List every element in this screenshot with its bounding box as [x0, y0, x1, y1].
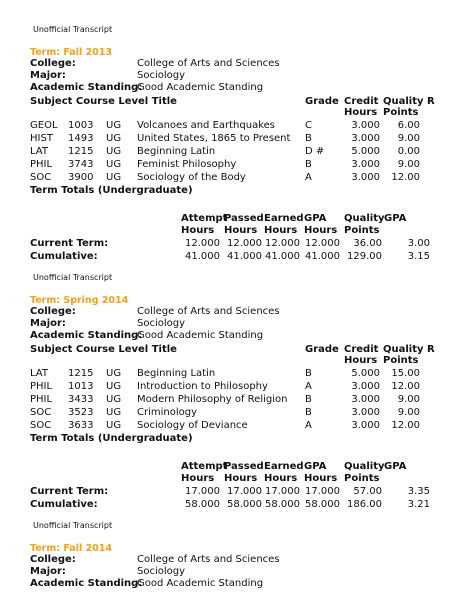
totals-header: [181, 461, 227, 485]
course-subject: LAT: [30, 146, 48, 157]
course-title: Feminist Philosophy: [137, 159, 237, 170]
course-row: [30, 133, 440, 146]
header-subject-course-level-title: Subject Course Level Title: [30, 344, 177, 355]
course-title: Volcanoes and Earthquakes: [137, 120, 276, 131]
totals-header-line1: GPA: [304, 461, 327, 472]
current-totals-value: 17.000: [227, 486, 262, 497]
totals-header-line2: Points: [344, 473, 380, 484]
header-grade: Grade: [305, 344, 339, 355]
course-grade: B: [305, 407, 312, 418]
current-totals-label: Current Term:: [30, 486, 109, 497]
course-level: UG: [106, 420, 122, 431]
header-credit-line2: Hours: [344, 107, 378, 118]
cumulative-totals-value: 58.000: [227, 499, 262, 510]
course-points: 6.00: [397, 120, 420, 131]
course-title: Beginning Latin: [137, 146, 216, 157]
page-header: Unofficial Transcript: [33, 25, 113, 34]
course-level: UG: [106, 381, 122, 392]
course-grade: B: [305, 133, 312, 144]
course-grade: A: [305, 172, 312, 183]
header-credit-hours: [344, 344, 378, 366]
course-subject: SOC: [30, 172, 52, 183]
header-quality-points: [383, 96, 435, 118]
totals-header: [344, 461, 385, 485]
major-value: Sociology: [137, 566, 186, 577]
cumulative-totals-label: Cumulative:: [30, 251, 98, 262]
standing-label: Academic Standing:: [30, 578, 143, 589]
cumulative-totals-label: Cumulative:: [30, 499, 98, 510]
course-number: 1215: [68, 146, 94, 157]
course-level: UG: [106, 159, 122, 170]
current-totals-row: [30, 238, 440, 251]
course-row: [30, 381, 440, 394]
cumulative-totals-value: 41.000: [265, 251, 300, 262]
header-quality-line2: Points: [383, 107, 419, 118]
cumulative-totals-row: [30, 251, 440, 264]
cumulative-totals-value: 129.00: [347, 251, 382, 262]
page-header: Unofficial Transcript: [33, 521, 113, 530]
major-label: Major:: [30, 318, 66, 329]
course-grade: A: [305, 420, 312, 431]
totals-header-line2: Hours: [304, 473, 338, 484]
current-totals-value: 17.000: [305, 486, 340, 497]
course-number: 3633: [68, 420, 94, 431]
standing-row: [30, 330, 430, 343]
totals-header: [264, 461, 304, 485]
course-number: 3900: [68, 172, 94, 183]
course-number: 1215: [68, 368, 94, 379]
totals-header-line2: Hours: [181, 225, 215, 236]
totals-header-line1: Earned: [264, 461, 304, 472]
totals-header: [384, 461, 406, 473]
current-totals-value: 12.000: [227, 238, 262, 249]
college-label: College:: [30, 58, 76, 69]
course-level: UG: [106, 146, 122, 157]
course-credits: 3.000: [351, 159, 380, 170]
course-subject: LAT: [30, 368, 48, 379]
course-number: 1493: [68, 133, 94, 144]
course-credits: 3.000: [351, 172, 380, 183]
college-value: College of Arts and Sciences: [137, 58, 280, 69]
course-credits: 3.000: [351, 120, 380, 131]
totals-header-line1: GPA: [384, 461, 407, 472]
cumulative-totals-value: 41.000: [227, 251, 262, 262]
totals-header-line2: Hours: [264, 473, 298, 484]
standing-label: Academic Standing:: [30, 330, 143, 341]
term-title: Term: Fall 2014: [30, 543, 112, 554]
course-grade: C: [305, 120, 312, 131]
course-credits: 5.000: [351, 146, 380, 157]
current-totals-value: 17.000: [185, 486, 220, 497]
totals-header: [181, 213, 227, 237]
current-totals-row: [30, 486, 440, 499]
course-row: [30, 420, 440, 433]
course-credits: 3.000: [351, 420, 380, 431]
course-grade: A: [305, 381, 312, 392]
totals-header-line2: Hours: [224, 473, 258, 484]
totals-header-line1: Attempt: [181, 461, 228, 472]
header-credit-line2: Hours: [344, 355, 378, 366]
cumulative-totals-value: 3.15: [407, 251, 430, 262]
cumulative-totals-value: 41.000: [305, 251, 340, 262]
cumulative-totals-row: [30, 499, 440, 512]
current-totals-value: 3.00: [407, 238, 430, 249]
course-grade: B: [305, 159, 312, 170]
course-number: 1013: [68, 381, 94, 392]
course-subject: PHIL: [30, 394, 53, 405]
totals-header-line1: Passed: [224, 213, 264, 224]
college-label: College:: [30, 554, 76, 565]
totals-header-line2: Hours: [264, 225, 298, 236]
term-title: Term: Fall 2013: [30, 47, 112, 58]
course-level: UG: [106, 368, 122, 379]
major-value: Sociology: [137, 318, 186, 329]
current-totals-value: 17.000: [265, 486, 300, 497]
term-totals-label: Term Totals (Undergraduate): [30, 185, 193, 196]
course-subject: SOC: [30, 407, 52, 418]
course-credits: 3.000: [351, 133, 380, 144]
header-quality-line1: Quality R: [383, 96, 435, 107]
course-row: [30, 146, 440, 159]
totals-header-line1: Attempt: [181, 213, 228, 224]
course-number: 3743: [68, 159, 94, 170]
standing-row: [30, 578, 430, 591]
course-row: [30, 172, 440, 185]
course-title: Beginning Latin: [137, 368, 216, 379]
standing-value: Good Academic Standing: [137, 330, 264, 341]
course-credits: 3.000: [351, 394, 380, 405]
course-number: 3523: [68, 407, 94, 418]
course-title: Sociology of Deviance: [137, 420, 248, 431]
course-subject: HIST: [30, 133, 53, 144]
term-totals-label: Term Totals (Undergraduate): [30, 433, 193, 444]
cumulative-totals-value: 58.000: [265, 499, 300, 510]
course-number: 1003: [68, 120, 94, 131]
course-title: Sociology of the Body: [137, 172, 246, 183]
course-table-header: [30, 344, 440, 368]
course-level: UG: [106, 407, 122, 418]
current-totals-value: 12.000: [305, 238, 340, 249]
totals-header-line2: Hours: [224, 225, 258, 236]
totals-header: [344, 213, 385, 237]
course-points: 12.00: [391, 172, 420, 183]
course-row: [30, 120, 440, 133]
header-grade: Grade: [305, 96, 339, 107]
major-value: Sociology: [137, 70, 186, 81]
cumulative-totals-value: 58.000: [305, 499, 340, 510]
totals-header-line1: Earned: [264, 213, 304, 224]
course-points: 12.00: [391, 381, 420, 392]
standing-value: Good Academic Standing: [137, 82, 264, 93]
totals-header-line1: Quality: [344, 213, 385, 224]
course-level: UG: [106, 133, 122, 144]
course-points: 9.00: [397, 159, 420, 170]
header-quality-line1: Quality R: [383, 344, 435, 355]
course-grade: B: [305, 368, 312, 379]
current-totals-value: 36.00: [353, 238, 382, 249]
totals-header-line1: GPA: [304, 213, 327, 224]
standing-value: Good Academic Standing: [137, 578, 264, 589]
course-row: [30, 394, 440, 407]
cumulative-totals-value: 186.00: [347, 499, 382, 510]
totals-header-line2: Hours: [304, 225, 338, 236]
current-totals-value: 3.35: [407, 486, 430, 497]
totals-header: [224, 213, 264, 237]
totals-header: [304, 461, 337, 485]
totals-header-line1: Quality: [344, 461, 385, 472]
current-totals-label: Current Term:: [30, 238, 109, 249]
course-credits: 5.000: [351, 368, 380, 379]
major-label: Major:: [30, 70, 66, 81]
totals-header-line2: Hours: [181, 473, 215, 484]
totals-header-line1: Passed: [224, 461, 264, 472]
header-quality-points: [383, 344, 435, 366]
course-level: UG: [106, 120, 122, 131]
page-header: Unofficial Transcript: [33, 273, 113, 282]
cumulative-totals-value: 41.000: [185, 251, 220, 262]
course-credits: 3.000: [351, 381, 380, 392]
course-credits: 3.000: [351, 407, 380, 418]
current-totals-value: 12.000: [185, 238, 220, 249]
cumulative-totals-value: 3.21: [407, 499, 430, 510]
course-level: UG: [106, 394, 122, 405]
totals-header: [264, 213, 304, 237]
totals-header-line2: Points: [344, 225, 380, 236]
course-row: [30, 368, 440, 381]
current-totals-value: 12.000: [265, 238, 300, 249]
standing-label: Academic Standing:: [30, 82, 143, 93]
course-subject: PHIL: [30, 381, 53, 392]
course-row: [30, 159, 440, 172]
totals-header: [304, 213, 337, 237]
course-row: [30, 407, 440, 420]
course-points: 15.00: [391, 368, 420, 379]
college-label: College:: [30, 306, 76, 317]
college-value: College of Arts and Sciences: [137, 554, 280, 565]
course-points: 9.00: [397, 407, 420, 418]
course-title: United States, 1865 to Present: [137, 133, 291, 144]
course-grade: D #: [305, 146, 325, 157]
course-level: UG: [106, 172, 122, 183]
course-table-header: [30, 96, 440, 120]
course-points: 12.00: [391, 420, 420, 431]
course-points: 0.00: [397, 146, 420, 157]
major-label: Major:: [30, 566, 66, 577]
course-subject: SOC: [30, 420, 52, 431]
course-number: 3433: [68, 394, 94, 405]
course-grade: B: [305, 394, 312, 405]
course-points: 9.00: [397, 133, 420, 144]
college-value: College of Arts and Sciences: [137, 306, 280, 317]
course-subject: GEOL: [30, 120, 58, 131]
header-quality-line2: Points: [383, 355, 419, 366]
term-title: Term: Spring 2014: [30, 295, 129, 306]
totals-header: [224, 461, 264, 485]
header-credit-hours: [344, 96, 378, 118]
course-subject: PHIL: [30, 159, 53, 170]
standing-row: [30, 82, 430, 95]
cumulative-totals-value: 58.000: [185, 499, 220, 510]
header-credit-line1: Credit: [344, 344, 379, 355]
course-title: Introduction to Philosophy: [137, 381, 268, 392]
current-totals-value: 57.00: [353, 486, 382, 497]
course-title: Criminology: [137, 407, 198, 418]
totals-header-line1: GPA: [384, 213, 407, 224]
course-title: Modern Philosophy of Religion: [137, 394, 288, 405]
header-credit-line1: Credit: [344, 96, 379, 107]
totals-header: [384, 213, 406, 225]
header-subject-course-level-title: Subject Course Level Title: [30, 96, 177, 107]
course-points: 9.00: [397, 394, 420, 405]
